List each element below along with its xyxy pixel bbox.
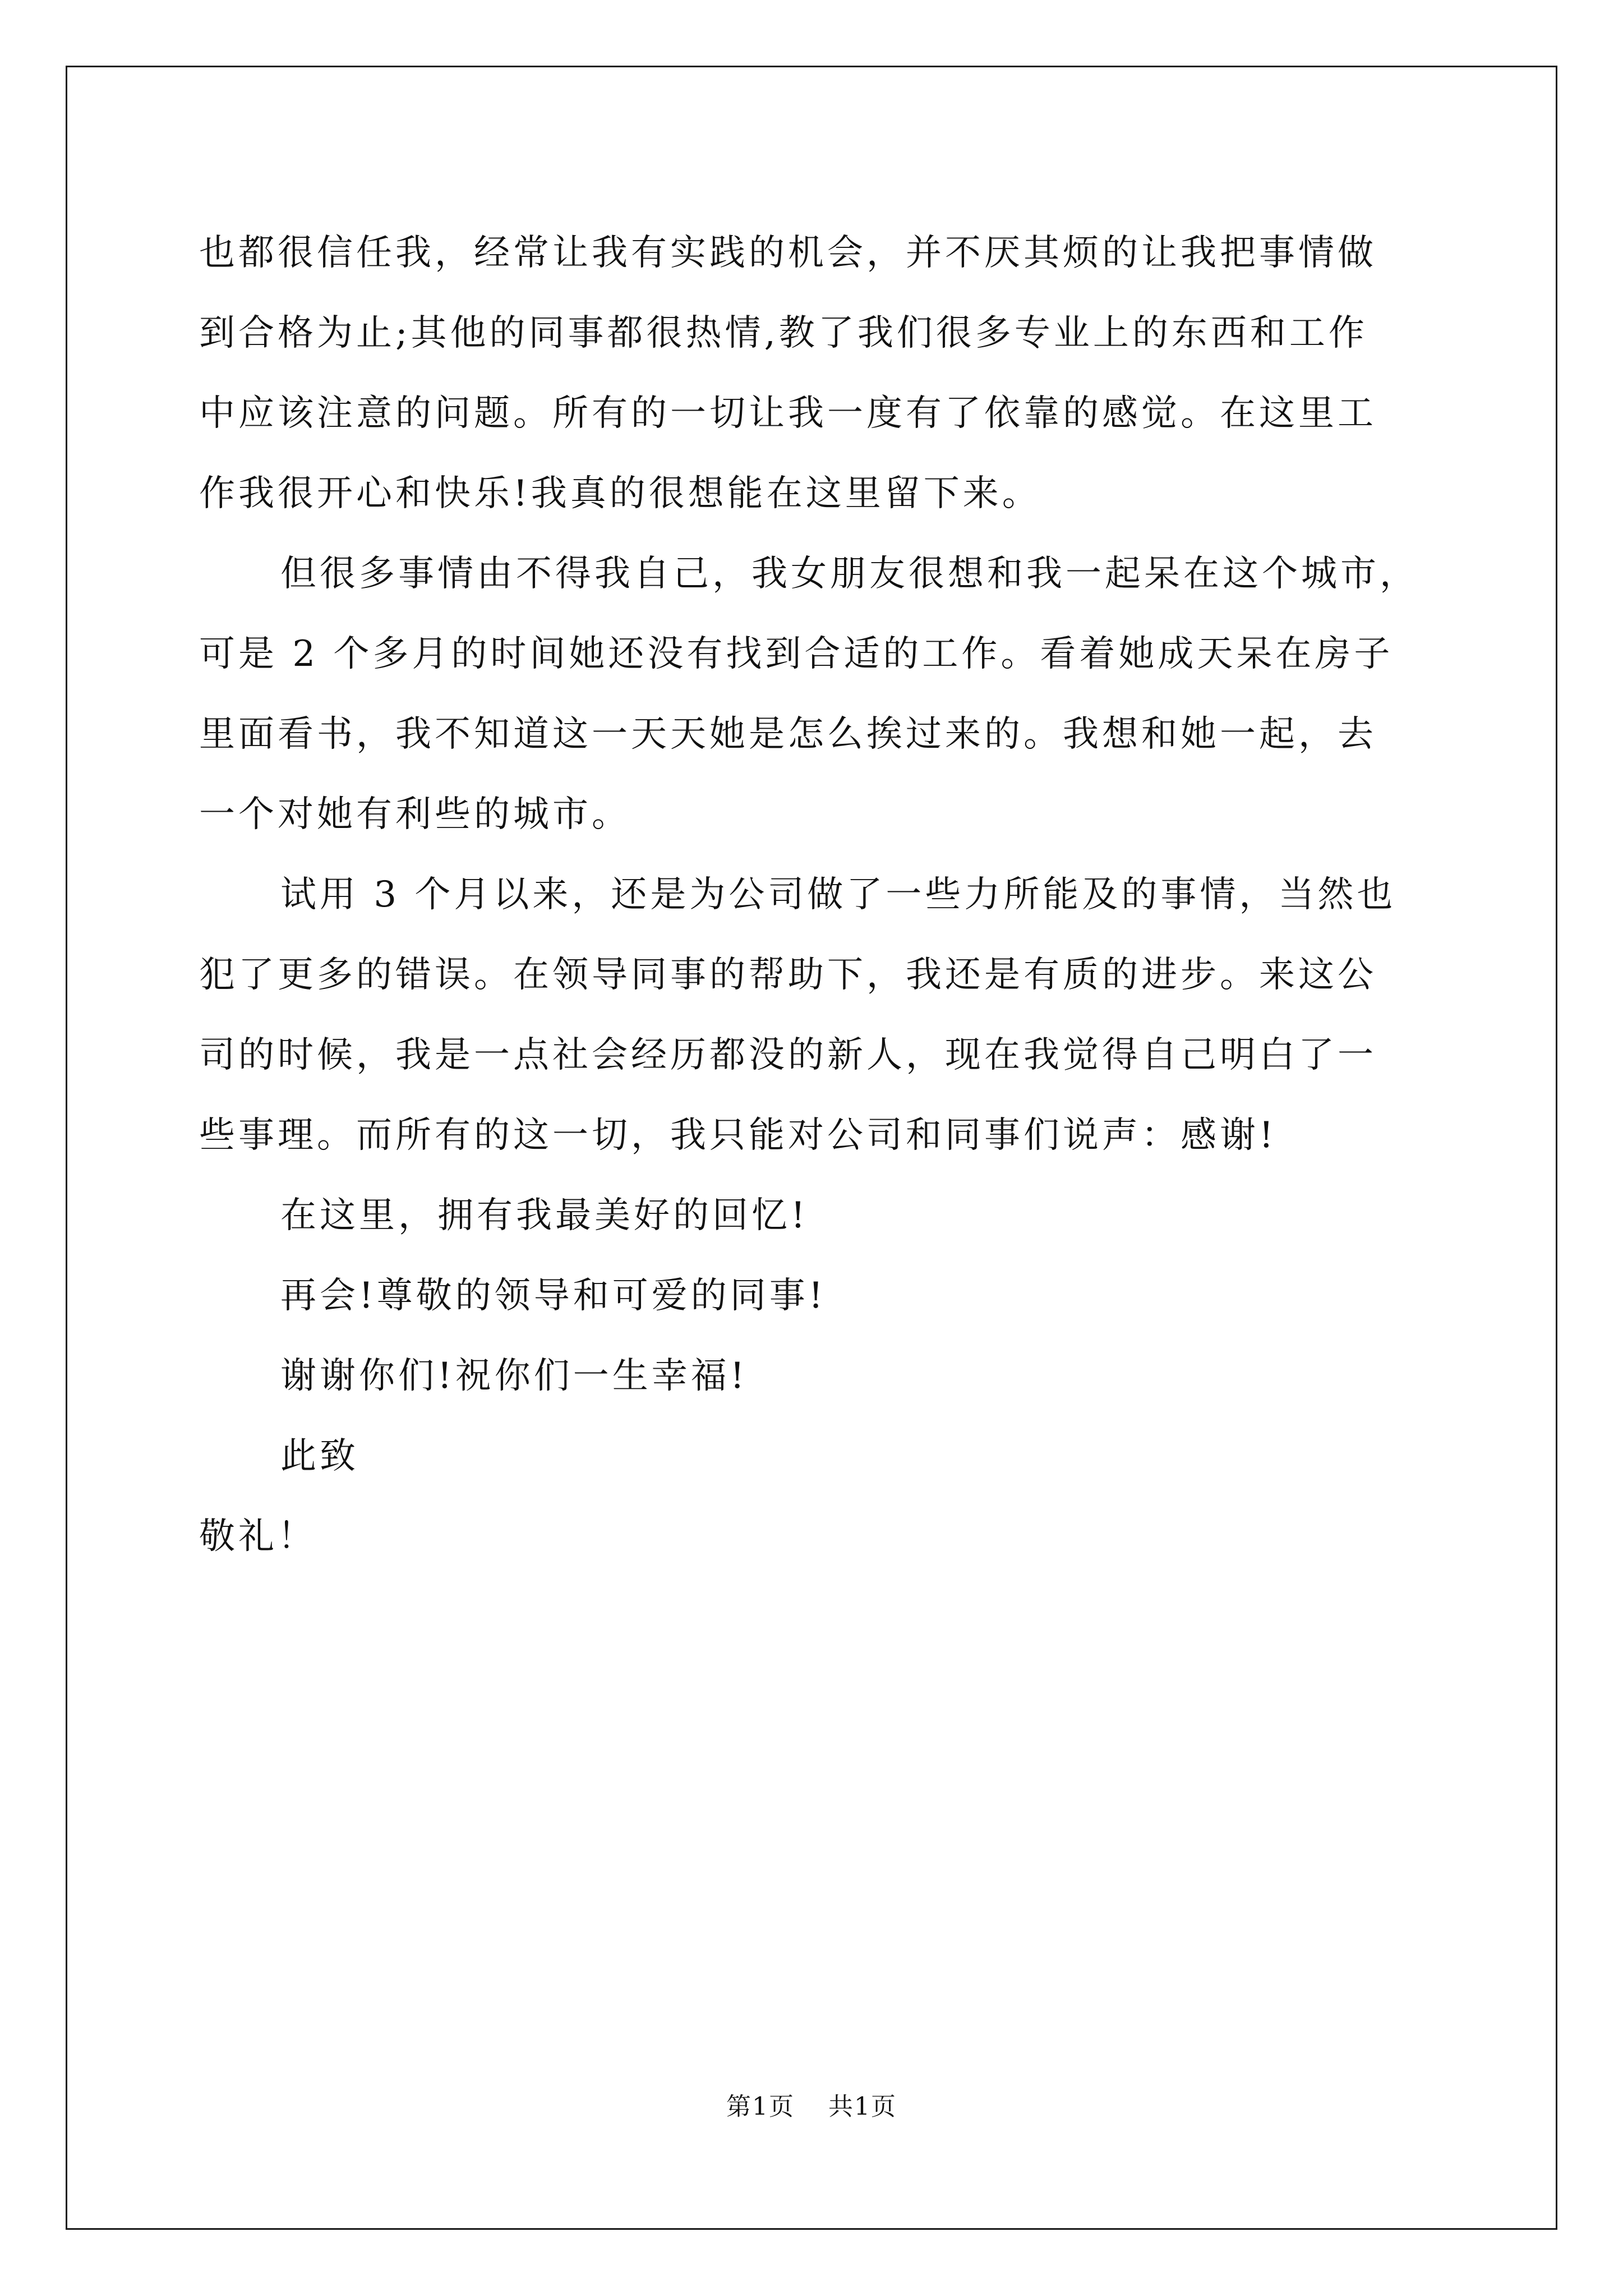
page-number-total: 共1页 (828, 2092, 897, 2121)
text-line: 司的时候，我是一点社会经历都没的新人，现在我觉得自己明白了一 (199, 1034, 1377, 1076)
text-line: 里面看书，我不知道这一天天她是怎么挨过来的。我想和她一起，去 (199, 714, 1377, 755)
text-line: 犯了更多的错误。在领导同事的帮助下，我还是有质的进步。来这公 (199, 954, 1377, 996)
text-line: 再会!尊敬的领导和可爱的同事! (280, 1275, 827, 1317)
text-line: 作我很开心和快乐!我真的很想能在这里留下来。 (199, 473, 1041, 514)
page-footer (0, 2091, 1623, 2123)
text-line: 一个对她有利些的城市。 (199, 794, 631, 835)
text-line: 中应该注意的问题。所有的一切让我一度有了依靠的感觉。在这里工 (199, 393, 1377, 434)
closing-regards: 敬礼！ (199, 1516, 317, 1557)
text-line: 也都很信任我，经常让我有实践的机会，并不厌其烦的让我把事情做 (199, 232, 1377, 274)
page-number-current: 第1页 (726, 2092, 795, 2121)
text-line: 谢谢你们!祝你们一生幸福! (280, 1355, 748, 1397)
text-line: 但很多事情由不得我自己，我女朋友很想和我一起呆在这个城市， (280, 553, 1419, 595)
closing-salutation: 此致 (280, 1435, 359, 1477)
text-line: 些事理。而所有的这一切，我只能对公司和同事们说声：感谢! (199, 1115, 1277, 1156)
document-body (199, 213, 1433, 1577)
text-line: 到合格为止;其他的同事都很热情,教了我们很多专业上的东西和工作 (199, 312, 1368, 354)
text-line: 在这里，拥有我最美好的回忆! (280, 1195, 809, 1236)
text-line: 试用 3 个月以来，还是为公司做了一些力所能及的事情，当然也 (280, 874, 1396, 915)
text-line: 可是 2 个多月的时间她还没有找到合适的工作。看着她成天呆在房子 (199, 633, 1394, 675)
